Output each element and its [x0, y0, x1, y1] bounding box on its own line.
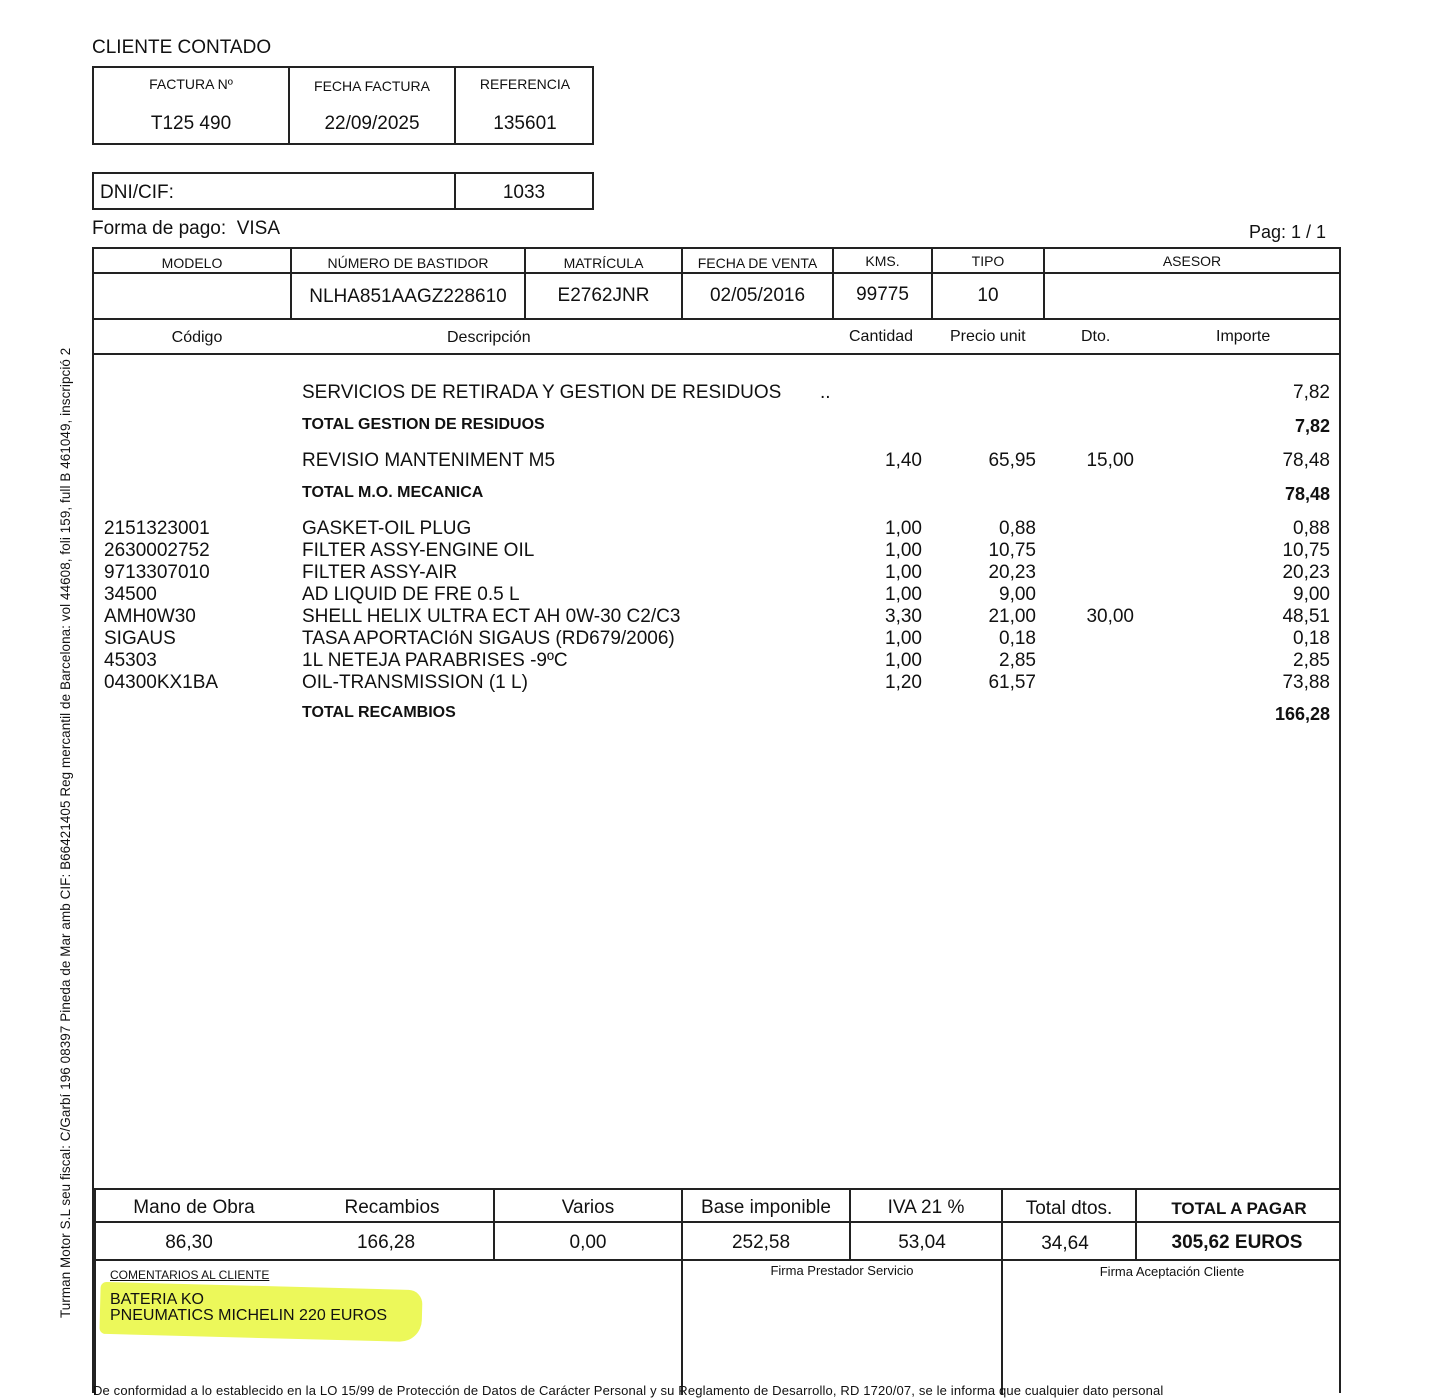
sale-date-value: 02/05/2016 — [709, 285, 806, 306]
part-amount: 20,23 — [1282, 562, 1330, 583]
part-description: FILTER ASSY-ENGINE OIL — [302, 540, 535, 561]
part-price: 61,57 — [988, 672, 1036, 693]
part-price: 10,75 — [988, 540, 1036, 561]
waste-dots: .. — [820, 382, 831, 403]
parts-total-row — [0, 704, 1440, 726]
total-to-pay: 305,62 EUROS — [1171, 1232, 1303, 1253]
part-description: OIL-TRANSMISSION (1 L) — [302, 672, 528, 693]
plate-label: MATRÍCULA — [563, 255, 644, 271]
model-label: MODELO — [161, 255, 223, 271]
part-qty: 1,00 — [885, 628, 922, 649]
invoice-number: T125 490 — [150, 113, 232, 134]
comment-line-2: PNEUMATICS MICHELIN 220 EUROS — [110, 1307, 388, 1324]
page-number: Pag: 1 / 1 — [1248, 222, 1326, 242]
comment-line-1: BATERIA KO — [110, 1291, 204, 1308]
signature-client-label: Firma Aceptación Cliente — [1099, 1264, 1245, 1279]
col-header-code: Código — [171, 329, 223, 346]
part-price: 2,85 — [999, 650, 1036, 671]
labor-price: 65,95 — [988, 450, 1036, 471]
parts-total-label: TOTAL RECAMBIOS — [302, 704, 456, 721]
kms-label: KMS. — [865, 253, 900, 269]
part-amount: 9,00 — [1293, 584, 1330, 605]
part-price: 20,23 — [988, 562, 1036, 583]
labor-discount: 15,00 — [1086, 450, 1134, 471]
part-description: FILTER ASSY-AIR — [302, 562, 458, 583]
part-qty: 1,00 — [885, 518, 922, 539]
legal-notice: De conformidad a lo establecido en la LO 15/99 de Protección de Datos de Carácter Personal y su Reglamento de Desarrollo, RD 1720/07, se le informa que cualquier dato personal — [93, 1383, 1164, 1398]
invoice-date-label: FECHA FACTURA — [314, 78, 430, 94]
part-amount: 48,51 — [1282, 606, 1330, 627]
total-parts: 166,28 — [356, 1232, 416, 1253]
part-qty: 1,00 — [885, 562, 922, 583]
part-discount: 30,00 — [1086, 606, 1134, 627]
part-qty: 3,30 — [885, 606, 922, 627]
part-code: 34500 — [104, 584, 157, 605]
parts-total: 166,28 — [1274, 704, 1330, 724]
labor-amount: 78,48 — [1282, 450, 1330, 471]
part-code: 2151323001 — [104, 518, 210, 539]
plate-value: E2762JNR — [557, 285, 650, 306]
sale-date-label: FECHA DE VENTA — [697, 255, 818, 271]
table-row — [0, 518, 1440, 540]
part-description: 1L NETEJA PARABRISES -9ºC — [302, 650, 568, 671]
col-header-discount: Dto. — [1081, 328, 1111, 345]
total-labor-label: Mano de Obra — [133, 1197, 255, 1218]
table-row — [0, 606, 1440, 628]
part-code: SIGAUS — [104, 628, 176, 649]
col-header-qty: Cantidad — [849, 328, 914, 345]
part-description: AD LIQUID DE FRE 0.5 L — [302, 584, 520, 605]
vat: 53,04 — [898, 1232, 946, 1253]
waste-description: SERVICIOS DE RETIRADA Y GESTION DE RESIDUOS — [302, 382, 782, 403]
payment-method — [92, 218, 280, 240]
part-amount: 2,85 — [1293, 650, 1330, 671]
part-code: 9713307010 — [104, 562, 210, 583]
part-price: 21,00 — [988, 606, 1036, 627]
reference-value: 135601 — [493, 113, 557, 134]
part-description: GASKET-OIL PLUG — [302, 518, 472, 539]
total-misc: 0,00 — [569, 1232, 607, 1253]
total-misc-label: Varios — [561, 1197, 615, 1218]
waste-total: 7,82 — [1294, 416, 1330, 436]
table-row — [0, 540, 1440, 562]
table-row — [0, 584, 1440, 606]
col-header-description: Descripción — [447, 329, 531, 346]
col-header-unit-price: Precio unit — [950, 328, 1026, 345]
part-amount: 0,88 — [1293, 518, 1330, 539]
part-description: TASA APORTACIóN SIGAUS (RD679/2006) — [302, 628, 675, 649]
part-amount: 73,88 — [1282, 672, 1330, 693]
total-discounts-label: Total dtos. — [1025, 1198, 1113, 1219]
table-row — [0, 650, 1440, 672]
table-row — [0, 672, 1440, 694]
vin-label: NÚMERO DE BASTIDOR — [327, 255, 489, 271]
comments-label: COMENTARIOS AL CLIENTE — [110, 1268, 270, 1282]
invoice-number-label: FACTURA Nº — [149, 76, 233, 92]
client-name: CLIENTE CONTADO — [92, 37, 272, 58]
part-amount: 10,75 — [1282, 540, 1330, 561]
col-header-amount: Importe — [1216, 328, 1271, 345]
tax-base: 252,58 — [731, 1232, 791, 1253]
part-code: 45303 — [104, 650, 157, 671]
invoice-date: 22/09/2025 — [324, 113, 420, 134]
vat-label: IVA 21 % — [887, 1197, 965, 1218]
vin-value: NLHA851AAGZ228610 — [309, 286, 507, 307]
labor-row — [0, 450, 1440, 472]
labor-qty: 1,40 — [885, 450, 922, 471]
part-description: SHELL HELIX ULTRA ECT AH 0W-30 C2/C3 — [302, 606, 681, 627]
total-parts-label: Recambios — [344, 1197, 440, 1218]
part-amount: 0,18 — [1293, 628, 1330, 649]
total-to-pay-label: TOTAL A PAGAR — [1171, 1199, 1307, 1218]
labor-total-row — [0, 484, 1440, 506]
waste-total-label: TOTAL GESTION DE RESIDUOS — [302, 416, 545, 433]
type-label: TIPO — [971, 253, 1005, 269]
part-qty: 1,00 — [885, 584, 922, 605]
part-code: 04300KX1BA — [104, 672, 219, 693]
table-row — [0, 562, 1440, 584]
part-code: AMH0W30 — [104, 606, 196, 627]
advisor-label: ASESOR — [1162, 253, 1222, 269]
part-price: 9,00 — [999, 584, 1036, 605]
part-qty: 1,20 — [885, 672, 922, 693]
part-price: 0,18 — [999, 628, 1036, 649]
type-value: 10 — [977, 285, 999, 306]
payment-label: Forma de pago: — [92, 218, 227, 239]
part-code: 2630002752 — [104, 540, 210, 561]
payment-value: VISA — [236, 218, 281, 239]
kms-value: 99775 — [856, 284, 909, 305]
part-qty: 1,00 — [885, 540, 922, 561]
labor-total-label: TOTAL M.O. MECANICA — [302, 484, 484, 501]
signature-provider-label: Firma Prestador Servicio — [770, 1263, 914, 1278]
waste-total-row — [0, 416, 1440, 438]
tax-base-label: Base imponible — [701, 1197, 831, 1218]
total-labor: 86,30 — [165, 1232, 213, 1253]
table-row — [0, 628, 1440, 650]
dni-label: DNI/CIF: — [100, 182, 174, 203]
waste-row — [0, 382, 1440, 404]
part-price: 0,88 — [999, 518, 1036, 539]
reference-label: REFERENCIA — [479, 76, 571, 92]
dni-value: 1033 — [502, 182, 546, 203]
waste-amount: 7,82 — [1293, 382, 1330, 403]
total-discounts: 34,64 — [1041, 1233, 1089, 1254]
labor-description: REVISIO MANTENIMENT M5 — [302, 450, 556, 471]
part-qty: 1,00 — [885, 650, 922, 671]
company-legal-side-text: Turman Motor S.L seu fiscal: C/Garbí 196 08397 Pineda de Mar amb CIF: B66421405 Reg mercantil de Barcelona: vol 44608, foli 159, full B 461049, inscripció 2 — [58, 347, 73, 1318]
labor-total: 78,48 — [1284, 484, 1330, 504]
